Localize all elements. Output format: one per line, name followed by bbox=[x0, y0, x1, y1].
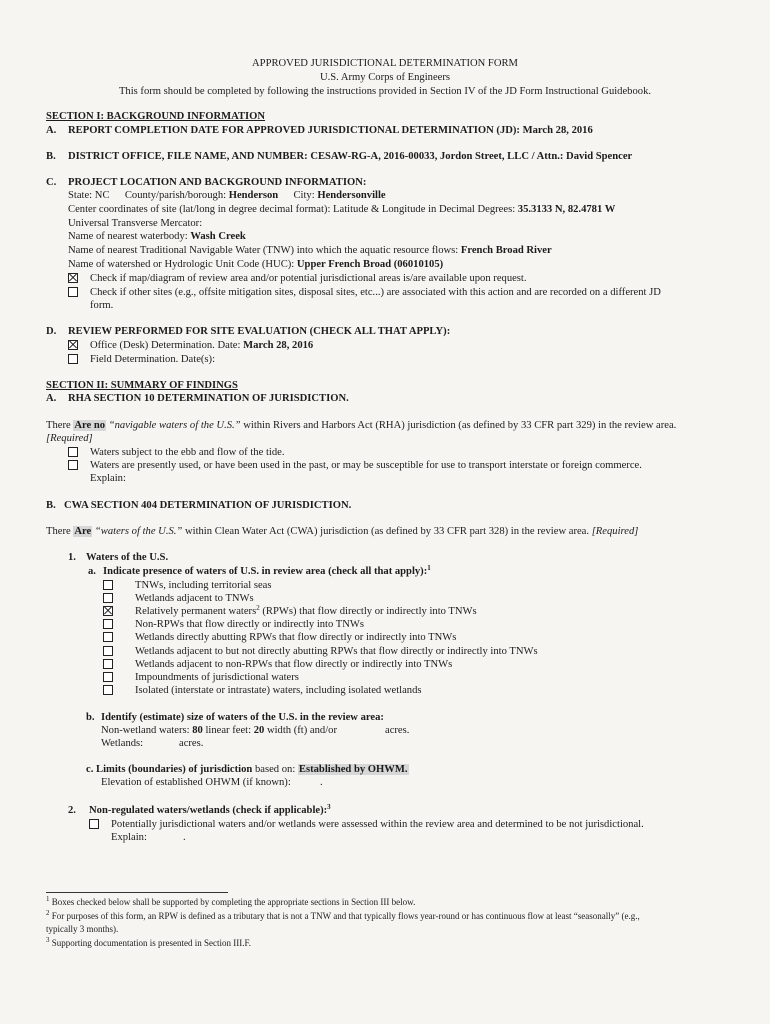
width-label: width (ft) and/or bbox=[266, 725, 337, 736]
item2-explain-dot: . bbox=[183, 832, 186, 843]
waters-type-label: Impoundments of jurisdictional waters bbox=[135, 671, 299, 683]
waters-type-label: TNWs, including territorial seas bbox=[135, 580, 272, 591]
cwa-italic-term: “waters of the U.S.” bbox=[94, 526, 183, 537]
footnote-1-marker: 1 bbox=[46, 895, 50, 903]
field-determination-label: Field Determination. Date(s): bbox=[90, 354, 216, 365]
office-determination-date: March 28, 2016 bbox=[243, 340, 314, 351]
footnote-1 bbox=[46, 897, 415, 908]
section1-a-letter: A. bbox=[46, 125, 57, 136]
waters-type-checkbox[interactable] bbox=[103, 593, 113, 603]
ebb-flow-checkbox[interactable] bbox=[68, 447, 78, 457]
rha-statement bbox=[46, 419, 676, 432]
utm-label: Universal Transverse Mercator: bbox=[68, 218, 203, 229]
waters-type-label: Wetlands directly abutting RPWs that flow directly or indirectly into TNWs bbox=[135, 632, 457, 644]
other-sites-label-cont: form. bbox=[90, 300, 114, 311]
waterbody-label: Name of nearest waterbody: bbox=[68, 231, 188, 242]
office-determination-checkbox[interactable] bbox=[68, 340, 78, 350]
section1-d-letter: D. bbox=[46, 326, 57, 337]
rha-explain: Explain: bbox=[90, 473, 126, 484]
linear-feet-label: linear feet: bbox=[205, 725, 252, 736]
state-label: State: bbox=[68, 190, 93, 201]
item1-title: Waters of the U.S. bbox=[86, 552, 169, 563]
item2-title: Non-regulated waters/wetlands (check if applicable): bbox=[89, 805, 328, 816]
map-available-checkbox[interactable] bbox=[68, 273, 78, 283]
item1c-letter: c. bbox=[86, 764, 94, 775]
non-jurisdictional-label: Potentially jurisdictional waters and/or wetlands were assessed within the review area and determined to be not jurisdictional. bbox=[111, 819, 644, 830]
item1-num: 1. bbox=[68, 552, 76, 563]
item1b-title: Identify (estimate) size of waters of the U.S. in the review area: bbox=[101, 712, 384, 723]
county-value: Henderson bbox=[228, 190, 279, 201]
waters-type-checkbox[interactable] bbox=[103, 659, 113, 669]
rha-required: [Required] bbox=[46, 433, 93, 444]
nonwetland-label: Non-wetland waters: bbox=[101, 725, 190, 736]
cwa-heading: CWA SECTION 404 DETERMINATION OF JURISDICTION. bbox=[64, 500, 352, 511]
waters-type-checkbox[interactable] bbox=[103, 672, 113, 682]
ebb-flow-label: Waters subject to the ebb and flow of the tide. bbox=[90, 447, 285, 458]
cwa-are: Are bbox=[74, 526, 92, 537]
waters-type-checkbox[interactable] bbox=[103, 646, 113, 656]
waters-type-checkbox[interactable] bbox=[103, 619, 113, 629]
item1a-title-row bbox=[103, 565, 431, 578]
cwa-rest: within Clean Water Act (CWA) jurisdiction (as defined by 33 CFR part 328) in the review area. bbox=[184, 526, 590, 537]
footnote-ref-1: 1 bbox=[427, 564, 431, 572]
ohwm-label: Elevation of established OHWM (if known): bbox=[101, 777, 291, 788]
waters-type-label: Wetlands adjacent to but not directly abutting RPWs that flow directly or indirectly into TNWs bbox=[135, 645, 538, 657]
section2-heading: SECTION II: SUMMARY OF FINDINGS bbox=[46, 380, 238, 391]
wetlands-acres: acres. bbox=[179, 738, 204, 749]
item2-num: 2. bbox=[68, 805, 76, 816]
state-value: NC bbox=[94, 190, 110, 201]
form-title: APPROVED JURISDICTIONAL DETERMINATION FORM bbox=[252, 58, 518, 69]
nonwetland-acres: acres. bbox=[385, 725, 410, 736]
cwa-statement bbox=[46, 525, 638, 538]
district-office-label: DISTRICT OFFICE, FILE NAME, AND NUMBER: bbox=[68, 151, 308, 162]
huc-label: Name of watershed or Hydrologic Unit Code (HUC): bbox=[68, 259, 295, 270]
item2-title-row bbox=[89, 804, 331, 817]
huc-row bbox=[68, 258, 443, 271]
nonwetland-row bbox=[101, 724, 337, 737]
footnote-ref-3: 3 bbox=[327, 803, 331, 811]
city-value: Hendersonville bbox=[317, 190, 386, 201]
waterbody-row bbox=[68, 230, 246, 243]
footnote-3-marker: 3 bbox=[46, 936, 50, 944]
project-location-heading: PROJECT LOCATION AND BACKGROUND INFORMATION: bbox=[68, 177, 367, 188]
footnote-3 bbox=[46, 938, 251, 949]
tnw-row bbox=[68, 244, 552, 257]
field-determination-checkbox[interactable] bbox=[68, 354, 78, 364]
footnote-ref-2: 2 bbox=[256, 604, 260, 613]
commerce-label: Waters are presently used, or have been used in the past, or may be susceptible for use to transport interstate or foreign commerce. bbox=[90, 460, 642, 471]
rha-rest: within Rivers and Harbors Act (RHA) jurisdiction (as defined by 33 CFR part 329) in the review area. bbox=[243, 420, 677, 431]
non-jurisdictional-checkbox[interactable] bbox=[89, 819, 99, 829]
waters-type-checkbox[interactable] bbox=[103, 632, 113, 642]
waters-type-checkbox[interactable] bbox=[103, 606, 113, 616]
rha-are-no: Are no bbox=[74, 420, 106, 431]
waters-type-label: Isolated (interstate or intrastate) waters, including isolated wetlands bbox=[135, 684, 422, 696]
footnote-2-text: For purposes of this form, an RPW is defined as a tributary that is not a TNW and that typically flows year-round or has continuous flow at least “seasonally” (e.g., bbox=[51, 911, 640, 921]
section1-b-letter: B. bbox=[46, 151, 56, 162]
location-row bbox=[68, 189, 386, 202]
coordinates-label: Center coordinates of site (lat/long in degree decimal format): Latitude & Longitude in Decimal Degrees: bbox=[68, 204, 516, 215]
section1-heading: SECTION I: BACKGROUND INFORMATION bbox=[46, 111, 266, 122]
item1c-value: Established by OHWM. bbox=[298, 764, 408, 775]
report-date-row bbox=[68, 124, 593, 137]
district-office-value: CESAW-RG-A, 2016-00033, Jordon Street, LLC / Attn.: David Spencer bbox=[310, 151, 633, 162]
item1c-based-on: based on: bbox=[254, 764, 296, 775]
item1c-title: Limits (boundaries) of jurisdiction bbox=[96, 764, 253, 775]
footnote-2-cont: typically 3 months). bbox=[46, 924, 119, 934]
section2-a-letter: A. bbox=[46, 393, 57, 404]
report-date-value: March 28, 2016 bbox=[522, 125, 593, 136]
tnw-label: Name of nearest Traditional Navigable Water (TNW) into which the aquatic resource flows: bbox=[68, 245, 459, 256]
nonwetland-value: 80 bbox=[192, 725, 203, 736]
section1-c-letter: C. bbox=[46, 177, 57, 188]
width-value: 20 bbox=[253, 725, 265, 736]
ohwm-row bbox=[101, 776, 291, 789]
agency-name: U.S. Army Corps of Engineers bbox=[319, 72, 451, 83]
waters-type-label-part: Relatively permanent waters bbox=[135, 606, 257, 618]
cwa-there: There bbox=[46, 526, 71, 537]
waters-type-label: Non-RPWs that flow directly or indirectly into TNWs bbox=[135, 619, 365, 631]
office-determination-label: Office (Desk) Determination. Date: bbox=[90, 340, 241, 351]
footnote-divider bbox=[46, 892, 228, 893]
waters-type-label bbox=[135, 605, 477, 618]
footnote-3-text: Supporting documentation is presented in Section III.F. bbox=[51, 938, 251, 948]
ohwm-dot: . bbox=[320, 777, 323, 788]
footnote-2-marker: 2 bbox=[46, 909, 50, 917]
commerce-checkbox[interactable] bbox=[68, 460, 78, 470]
form-instruction: This form should be completed by following the instructions provided in Section IV of the JD Form Instructional Guidebook. bbox=[118, 86, 652, 97]
footnote-2 bbox=[46, 911, 640, 922]
waters-type-label: Wetlands adjacent to TNWs bbox=[135, 593, 254, 605]
item1a-title: Indicate presence of waters of U.S. in review area (check all that apply): bbox=[103, 566, 428, 577]
item1a-letter: a. bbox=[88, 566, 96, 577]
footnote-1-text: Boxes checked below shall be supported by completing the appropriate sections in Section III below. bbox=[51, 897, 416, 907]
cwa-required: [Required] bbox=[591, 526, 639, 537]
waters-type-label: Wetlands adjacent to non-RPWs that flow directly or indirectly into TNWs bbox=[135, 658, 453, 670]
other-sites-label: Check if other sites (e.g., offsite mitigation sites, disposal sites, etc...) are associated with this action and are recorded on a different JD bbox=[90, 287, 661, 298]
map-available-label: Check if map/diagram of review area and/or potential jurisdictional areas is/are available upon request. bbox=[90, 273, 527, 284]
coordinates-value: 35.3133 N, 82.4781 W bbox=[517, 204, 616, 215]
tnw-value: French Broad River bbox=[460, 245, 552, 256]
other-sites-checkbox[interactable] bbox=[68, 287, 78, 297]
city-label: City: bbox=[293, 190, 315, 201]
rha-italic-term: “navigable waters of the U.S.” bbox=[108, 420, 241, 431]
rha-heading: RHA SECTION 10 DETERMINATION OF JURISDICTION. bbox=[68, 393, 349, 404]
wetlands-label: Wetlands: bbox=[101, 738, 144, 749]
waters-type-checkbox[interactable] bbox=[103, 580, 113, 590]
review-performed-heading: REVIEW PERFORMED FOR SITE EVALUATION (CHECK ALL THAT APPLY): bbox=[68, 326, 451, 337]
section2-b-letter: B. bbox=[46, 500, 56, 511]
waters-type-checkbox[interactable] bbox=[103, 685, 113, 695]
district-office-row bbox=[68, 150, 632, 163]
county-label: County/parish/borough: bbox=[124, 190, 227, 201]
huc-value: Upper French Broad (06010105) bbox=[296, 259, 444, 270]
item1b-letter: b. bbox=[86, 712, 95, 723]
item2-explain: Explain: bbox=[111, 832, 147, 843]
coordinates-row bbox=[68, 203, 615, 216]
item1c-row bbox=[86, 763, 409, 776]
rha-there: There bbox=[46, 420, 71, 431]
report-date-label: REPORT COMPLETION DATE FOR APPROVED JURISDICTIONAL DETERMINATION (JD): bbox=[68, 125, 520, 136]
waterbody-value: Wash Creek bbox=[190, 231, 246, 242]
waters-type-label-part: (RPWs) that flow directly or indirectly into TNWs bbox=[259, 606, 477, 618]
